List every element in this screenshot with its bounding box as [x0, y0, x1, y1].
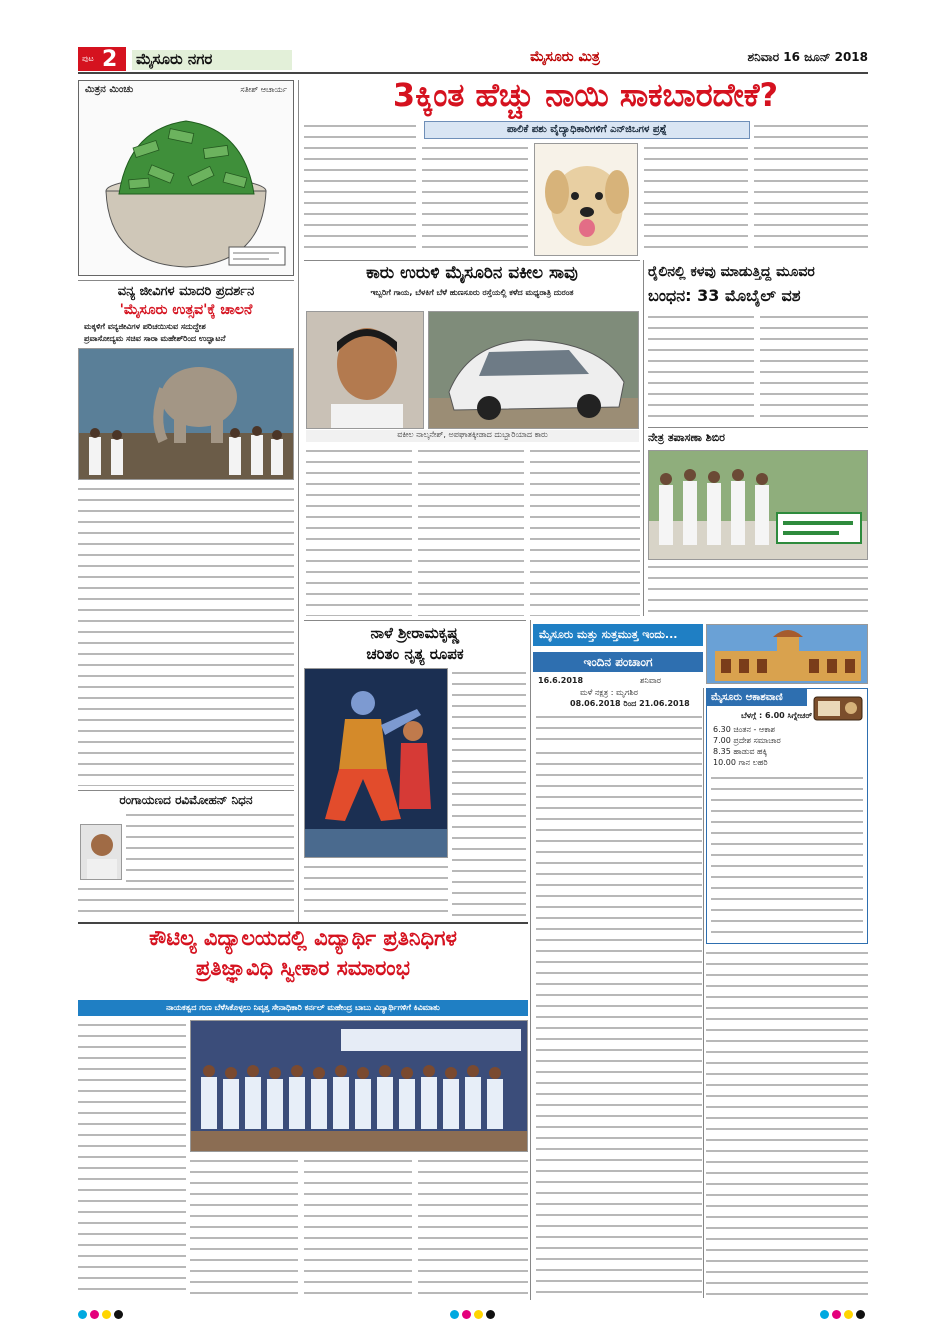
cartoon-box — [78, 80, 294, 276]
lawyer-body-col1 — [306, 446, 412, 616]
ramakrishna-body-lower — [304, 862, 448, 918]
ranga-headline: ರಂಗಾಯಣದ ರವಿಮೋಹನ್ ನಿಧನ — [119, 793, 253, 807]
kautilya-body-col4 — [418, 1156, 528, 1298]
wildlife-bullet-2: ಪ್ರವಾಸೋದ್ಯಮ ಸಚಿವ ಸಾರಾ ಮಹೇಶ್‍ರಿಂದ ಉದ್ಘಾಟನೆ — [84, 334, 226, 343]
radio-box — [706, 688, 868, 944]
lawyer-body-col2 — [418, 446, 524, 616]
train-body-col1 — [648, 312, 754, 422]
cartoon-illustration — [79, 99, 293, 275]
train-body-col2 — [760, 312, 868, 422]
radio-line-5: 10.00 ಗಾನ ಲಹರಿ — [713, 758, 768, 767]
radio-line-4: 8.35 ಹಾಡುವ ಹಕ್ಕಿ — [713, 747, 768, 756]
kautilya-body-lead — [78, 1020, 186, 1170]
kautilya-body-col3 — [304, 1156, 412, 1298]
events-list-col1 — [536, 748, 702, 1298]
kautilya-headline-1: ಕೌಟಿಲ್ಯ ವಿದ್ಯಾಲಯದಲ್ಲಿ ವಿದ್ಯಾರ್ಥಿ ಪ್ರತಿನಿಧಿಗಳ — [149, 926, 457, 950]
ramakrishna-headline-1: ನಾಳೆ ಶ್ರೀರಾಮಕೃಷ್ಣ — [370, 624, 460, 642]
ramakrishna-body — [452, 668, 526, 918]
lead-body-col1 — [304, 121, 416, 256]
page-number-box — [78, 47, 126, 71]
radio-line-2: 6.30 ಚಿಂತನ - ಆಕಾಶ — [713, 725, 776, 734]
section-title: ಮೈಸೂರು ನಗರ — [132, 50, 292, 70]
ranga-body — [78, 884, 294, 920]
eye-camp-headline: ನೇತ್ರ ತಪಾಸಣಾ ಶಿಬಿರ — [648, 431, 725, 444]
wildlife-body — [78, 484, 294, 786]
lawyer-headline: ಕಾರು ಉರುಳಿ ಮೈಸೂರಿನ ವಕೀಲ ಸಾವು — [366, 263, 578, 283]
kautilya-body-col1 — [78, 1174, 186, 1298]
elephant-exhibit-photo — [78, 348, 294, 480]
panchanga-range: 08.06.2018 ರಿಂದ 21.06.2018 — [570, 699, 690, 708]
registration-marks-right — [820, 1304, 868, 1323]
radio-line-3: 7.00 ಪ್ರದೇಶ ಸಮಾಚಾರ — [713, 736, 781, 745]
lead-headline: 3ಕ್ಕಿಂತ ಹೆಚ್ಚು ನಾಯಿ ಸಾಕಬಾರದೇಕೆ? — [392, 76, 779, 114]
panchanga-day: ಶನಿವಾರ — [640, 676, 662, 685]
today-banner: ಮೈಸೂರು ಮತ್ತು ಸುತ್ತಮುತ್ತ ಇಂದು... — [533, 624, 703, 646]
panchanga-body — [536, 712, 702, 744]
panchanga-date: 16.6.2018 — [538, 676, 584, 685]
ramakrishna-headline-2: ಚರಿತಂ ನೃತ್ಯ ರೂಪಕ — [366, 645, 464, 663]
puppy-photo — [534, 143, 638, 256]
panchanga-nakshatra: ಮಳೆ ನಕ್ಷತ್ರ : ಮೃಗಶಿರ — [580, 688, 638, 697]
lawyer-portrait — [306, 311, 424, 429]
eye-camp-photo — [648, 450, 868, 560]
kautilya-body-col2 — [190, 1156, 298, 1298]
eye-camp-caption — [648, 562, 868, 616]
cartoon-title: ಮಿತ್ರನ ಮಿಂಚು — [85, 84, 134, 95]
cartoon-artist: ಸತೀಶ್ ಆಚಾರ್ಯ — [240, 85, 287, 94]
lead-subhead: ಪಾಲಿಕೆ ಪಶು ವೈದ್ಯಾಧಿಕಾರಿಗಳಿಗೆ ಎನ್‍ಜಿಒಗಳ ಪ್ರಶ್ನೆ — [424, 121, 750, 139]
palace-photo — [706, 624, 868, 684]
wildlife-headline-2: 'ಮೈಸೂರು ಉತ್ಸವ'ಕ್ಕೆ ಚಾಲನೆ — [119, 302, 253, 318]
radio-title: ಮೈಸೂರು ಆಕಾಶವಾಣಿ — [707, 689, 807, 706]
wildlife-bullet-1: ಮಕ್ಕಳಿಗೆ ವನ್ಯಜೀವಿಗಳ ಪರಿಚಯಿಸುವ ಸದುದ್ದೇಶ — [84, 322, 206, 331]
lawyer-body-col3 — [530, 446, 640, 616]
train-headline-1: ರೈಲಿನಲ್ಲಿ ಕಳವು ಮಾಡುತ್ತಿದ್ದ ಮೂವರ — [648, 264, 815, 280]
kautilya-headline-2: ಪ್ರತಿಜ್ಞಾವಿಧಿ ಸ್ವೀಕಾರ ಸಮಾರಂಭ — [196, 956, 410, 980]
page-label: ಪುಟ — [82, 54, 94, 63]
ravimohan-portrait — [80, 824, 122, 880]
crashed-car-photo — [428, 311, 639, 429]
registration-marks-left — [78, 1304, 126, 1323]
train-headline-2: ಬಂಧನ: 33 ಮೊಬೈಲ್ ವಶ — [648, 286, 801, 305]
lead-body-col5 — [754, 121, 868, 256]
lawyer-subhead: ಇಬ್ಬರಿಗೆ ಗಾಯ, ಬೆಳಕಿಗೆ ಬೆಳೆ ಹುಣಸೂರು ರಸ್ತೆಯಲ್ಲಿ ಕಳೆದ ಮಧ್ಯರಾತ್ರಿ ದುರಂತ — [370, 288, 574, 297]
lead-body-col2 — [422, 143, 528, 256]
dance-drama-photo — [304, 668, 448, 858]
events-list-col2 — [706, 948, 868, 1298]
lead-body-col4 — [644, 143, 748, 256]
wildlife-headline-1: ವನ್ಯ ಜೀವಿಗಳ ಮಾದರಿ ಪ್ರದರ್ಶನ — [117, 284, 255, 299]
paper-name: ಮೈಸೂರು ಮಿತ್ರ — [530, 49, 600, 65]
issue-date: ಶನಿವಾರ 16 ಜೂನ್ 2018 — [747, 50, 868, 64]
lawyer-photo-caption: ವಕೀಲ ನಾಲ್ಕನೇಶ್, ಅಪಘಾತಕ್ಕೀಡಾದ ದುಬ್ಬಾರಿಯಾದ ಕಾರು — [306, 430, 639, 442]
radio-line-1: ಬೆಳಗ್ಗೆ : 6.00 ಸಿಗ್ನೇಚರ್ — [741, 711, 813, 720]
panchanga-title: ಇಂದಿನ ಪಂಚಾಂಗ — [533, 652, 703, 672]
radio-icon — [813, 693, 863, 721]
ranga-body-side — [126, 810, 294, 882]
kautilya-subhead: ನಾಯಕತ್ವದ ಗುಣ ಬೆಳೆಸಿಕೊಳ್ಳಲು ನಿವೃತ್ತ ಸೇನಾಧಿಕಾರಿ ಕರ್ನಲ್ ಮಹೇಂದ್ರ ಬಾಬು ವಿದ್ಯಾರ್ಥಿಗಳಿಗೆ ಕಿವಿಮಾತು — [78, 1000, 528, 1016]
radio-schedule — [711, 773, 863, 939]
registration-marks-center — [450, 1304, 498, 1323]
page-number: 2 — [102, 47, 118, 72]
students-photo — [190, 1020, 528, 1152]
